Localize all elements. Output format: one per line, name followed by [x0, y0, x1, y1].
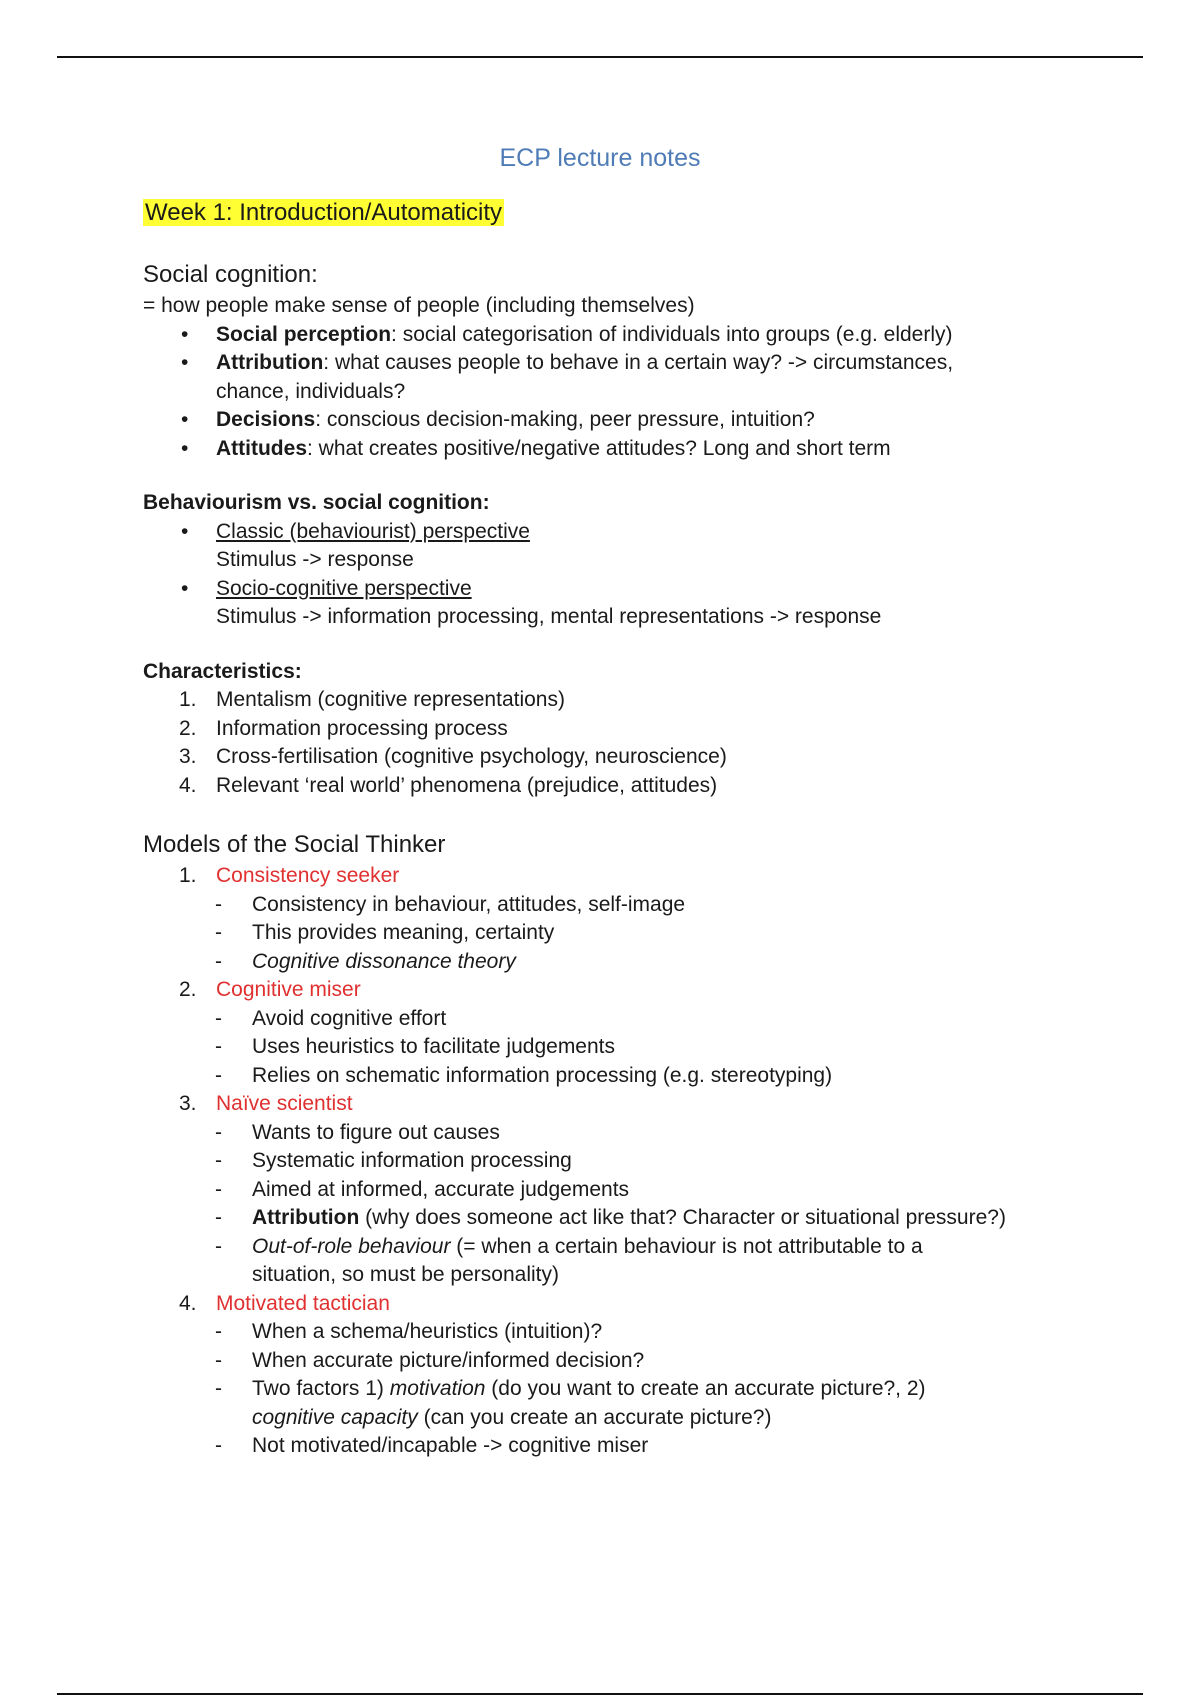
bullet-icon: • [181, 351, 189, 374]
list-item: - Relies on schematic information processing (e.g. stereotyping) [215, 1063, 833, 1087]
list-item: • Socio-cognitive perspective Stimulus -> information processing, mental representations -> response [181, 576, 882, 628]
top-rule [57, 56, 1143, 58]
model-item: 3. Naïve scientist - Wants to figure out causes - Systematic information processing - Aimed at informed, accurate judgements - Attribution (why does someone act like that? Character or situational pressure?) - Out-of-role behaviour (= when a certain behaviour is not attributable to a situation, so must be personality) [143, 1090, 1103, 1290]
social-cognition-list [143, 321, 1103, 464]
bullet-icon: • [181, 408, 189, 431]
list-item: - When a schema/heuristics (intuition)? [215, 1320, 603, 1343]
list-item: 3. Cross-fertilisation (cognitive psychology, neuroscience) [179, 745, 727, 768]
list-item: • Attribution: what causes people to behave in a certain way? -> circumstances, chance, individuals? [181, 351, 954, 403]
list-item: - Attribution (why does someone act like that? Character or situational pressure?) [215, 1206, 1006, 1229]
document-body [143, 140, 1103, 1461]
models-heading: Models of the Social Thinker [143, 831, 446, 858]
social-cognition-heading: Social cognition: [143, 261, 318, 288]
characteristics-heading: Characteristics: [143, 659, 302, 683]
list-item: - Wants to figure out causes [215, 1120, 500, 1144]
model-item: 2. Cognitive miser - Avoid cognitive effort - Uses heuristics to facilitate judgements - Relies on schematic information processing (e.g. stereotyping) [143, 976, 1103, 1090]
list-item: - Avoid cognitive effort [215, 1006, 447, 1030]
list-item: - Consistency in behaviour, attitudes, self-image [215, 892, 686, 916]
list-item: - Two factors 1) motivation (do you want to create an accurate picture?, 2) cognitive capacity (can you create an accurate picture?) [215, 1377, 926, 1429]
list-item: • Decisions: conscious decision-making, peer pressure, intuition? [143, 406, 1103, 435]
list-item: - When accurate picture/informed decision? [215, 1348, 645, 1372]
social-cognition-definition: = how people make sense of people (including themselves) [143, 294, 695, 317]
bullet-icon: • [181, 436, 189, 460]
page-title: ECP lecture notes [499, 144, 701, 172]
list-item: 2. Information processing process [179, 716, 508, 740]
characteristics-list [143, 686, 1103, 800]
list-item: - Cognitive dissonance theory [215, 949, 516, 973]
list-item: • Attitudes: what creates positive/negative attitudes? Long and short term [143, 435, 1103, 464]
models-list [143, 862, 1103, 1461]
bullet-icon: • [181, 576, 189, 600]
list-item: 1. Mentalism (cognitive representations) [179, 688, 565, 711]
bullet-icon: • [181, 322, 189, 346]
list-item: - Systematic information processing [215, 1149, 572, 1172]
bullet-icon: • [181, 519, 189, 543]
list-item: - This provides meaning, certainty [215, 921, 555, 944]
list-item: - Uses heuristics to facilitate judgements [215, 1035, 615, 1058]
list-item: 4. Relevant ‘real world’ phenomena (prejudice, attitudes) [179, 773, 718, 797]
behaviourism-list [143, 518, 1103, 632]
list-item: • Social perception: social categorisation of individuals into groups (e.g. elderly) [143, 321, 1103, 350]
list-item: - Not motivated/incapable -> cognitive miser [215, 1434, 649, 1457]
list-item: - Out-of-role behaviour (= when a certain behaviour is not attributable to a situation, so must be personality) [215, 1234, 923, 1286]
model-item: 1. Consistency seeker - Consistency in behaviour, attitudes, self-image - This provides meaning, certainty - Cognitive dissonance theory [143, 862, 1103, 976]
list-item: - Aimed at informed, accurate judgements [215, 1177, 630, 1201]
list-item: • Classic (behaviourist) perspective Stimulus -> response [181, 519, 530, 571]
model-item: 4. Motivated tactician - When a schema/heuristics (intuition)? - When accurate picture/informed decision? - Two factors 1) motivation (do you want to create an accurate picture?, 2) cognitive capacity (can you create an accurate picture?) - Not motivated/incapable -> cognitive miser [143, 1290, 1103, 1461]
behaviourism-heading: Behaviourism vs. social cognition: [143, 491, 490, 514]
bottom-rule [57, 1693, 1143, 1695]
week-heading: Week 1: Introduction/Automaticity [145, 199, 503, 226]
